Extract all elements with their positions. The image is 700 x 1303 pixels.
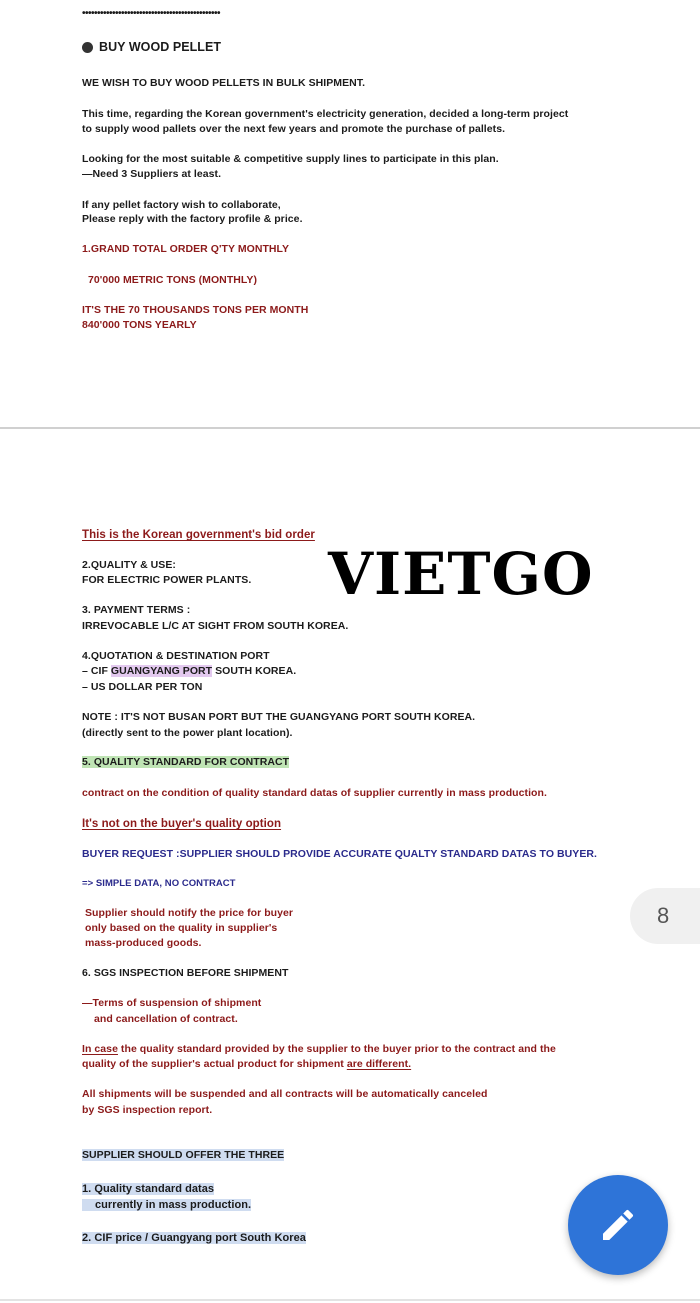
bullet-icon (82, 42, 93, 53)
quotation-title: 4.QUOTATION & DESTINATION PORT (82, 650, 270, 662)
watermark-logo: VIETGO (328, 540, 594, 608)
paragraph-line: Looking for the most suitable & competitive supply lines to participate in this plan. (82, 153, 499, 165)
case-line (82, 1042, 556, 1057)
paragraph-line: Please reply with the factory profile & price. (82, 213, 303, 225)
quality-value: FOR ELECTRIC POWER PLANTS. (82, 574, 252, 586)
dotted-separator: •••••••••••••••••••••••••••••••••••••••••••••• (82, 8, 221, 19)
quality-title: 2.QUALITY & USE: (82, 559, 176, 571)
pencil-icon (598, 1205, 638, 1245)
page-number: 8 (657, 903, 670, 928)
order-note: IT'S THE 70 THOUSANDS TONS PER MONTH (82, 304, 309, 316)
quotation-currency: – US DOLLAR PER TON (82, 681, 203, 693)
cif-prefix: – CIF (82, 665, 111, 677)
note-line: NOTE : IT'S NOT BUSAN PORT BUT THE GUANGYANG PORT SOUTH KOREA. (82, 711, 476, 723)
paragraph-line: —Need 3 Suppliers at least. (82, 168, 222, 180)
section-heading: BUY WOOD PELLET (99, 40, 222, 54)
note-line: (directly sent to the power plant location). (82, 727, 293, 739)
guangyang-port-highlight: GUANGYANG PORT (110, 665, 213, 677)
page-divider (0, 427, 700, 429)
payment-value: IRREVOCABLE L/C AT SIGHT FROM SOUTH KOREA. (82, 620, 349, 632)
paragraph-line: This time, regarding the Korean government's electricity generation, decided a long-term project (82, 108, 569, 120)
terms-line: and cancellation of contract. (94, 1013, 238, 1025)
notify-line: only based on the quality in supplier's (85, 922, 278, 934)
paragraph-line: If any pellet factory wish to collaborate, (82, 199, 281, 211)
buyer-option-note: It's not on the buyer's quality option (82, 818, 282, 830)
suspension-line: All shipments will be suspended and all contracts will be automatically canceled (82, 1088, 488, 1100)
edit-button[interactable] (568, 1175, 668, 1275)
notify-line: mass-produced goods. (85, 937, 202, 949)
paragraph-line: to supply wood pallets over the next few years and promote the purchase of pallets. (82, 123, 506, 135)
bid-order-title: This is the Korean government's bid order (82, 529, 315, 541)
notify-line: Supplier should notify the price for buyer (85, 907, 294, 919)
standard-line: contract on the condition of quality standard datas of supplier currently in mass production. (82, 787, 547, 799)
simple-data-note: => SIMPLE DATA, NO CONTRACT (82, 878, 236, 889)
offer-title: SUPPLIER SHOULD OFFER THE THREE (82, 1149, 285, 1161)
terms-line: —Terms of suspension of shipment (82, 997, 262, 1009)
buyer-request: BUYER REQUEST :SUPPLIER SHOULD PROVIDE ACCURATE QUALTY STANDARD DATAS TO BUYER. (82, 848, 597, 860)
in-case-underlined: In case (82, 1043, 118, 1055)
are-different-underlined: are different. (346, 1058, 412, 1070)
offer-item-2: 2. CIF price / Guangyang port South Korea (82, 1232, 306, 1244)
sgs-title: 6. SGS INSPECTION BEFORE SHIPMENT (82, 967, 289, 979)
bottom-divider (0, 1299, 700, 1301)
offer-item-1-cont: currently in mass production. (82, 1199, 251, 1211)
case-start: quality of the supplier's actual product for shipment (82, 1058, 347, 1070)
case-rest: the quality standard provided by the supplier to the buyer prior to the contract and the (117, 1043, 556, 1055)
order-quantity: 70'000 METRIC TONS (MONTHLY) (88, 274, 258, 286)
offer-item-1: 1. Quality standard datas (82, 1183, 215, 1195)
quotation-cif (82, 664, 296, 679)
order-note: 840'000 TONS YEARLY (82, 319, 197, 331)
payment-title: 3. PAYMENT TERMS : (82, 604, 191, 616)
suspension-line: by SGS inspection report. (82, 1104, 213, 1116)
cif-suffix: SOUTH KOREA. (212, 665, 297, 677)
quality-standard-title: 5. QUALITY STANDARD FOR CONTRACT (82, 756, 290, 768)
order-title: 1.GRAND TOTAL ORDER Q'TY MONTHLY (82, 243, 290, 255)
case-line (82, 1057, 411, 1072)
intro-text: WE WISH TO BUY WOOD PELLETS IN BULK SHIPMENT. (82, 77, 366, 89)
